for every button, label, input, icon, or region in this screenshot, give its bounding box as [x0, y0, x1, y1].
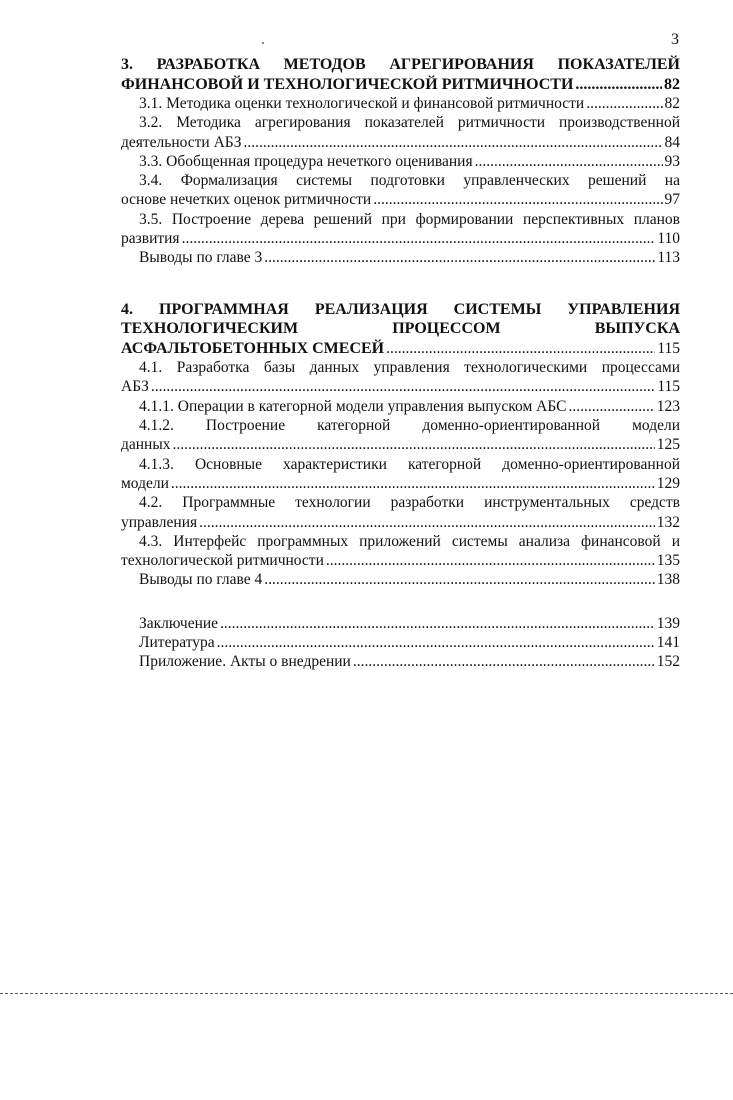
toc-entry-text-cont: модели	[121, 474, 169, 492]
chapter-3-title-text: ФИНАНСОВОЙ И ТЕХНОЛОГИЧЕСКОЙ РИТМИЧНОСТИ	[121, 75, 574, 93]
toc-entry-page: 125	[656, 436, 680, 454]
dot-leader	[217, 633, 655, 652]
toc-entry-page: 139	[656, 614, 680, 632]
toc-entry-page: 129	[656, 474, 680, 492]
toc-entry-page: 123	[656, 397, 680, 415]
toc-entry-4-1-1	[121, 397, 680, 416]
toc-entry-page: 115	[657, 378, 680, 396]
toc-entry-text: 3.2. Методика агрегирования показателей ритмичности производственной	[139, 114, 680, 132]
chapter-4-title-line2: ТЕХНОЛОГИЧЕСКИМ ПРОЦЕССОМ ВЫПУСКА	[121, 320, 680, 338]
toc-entry-page: 113	[657, 249, 680, 267]
toc-entry-continuation	[121, 551, 680, 570]
toc-entry-text: Заключение	[139, 614, 219, 632]
dot-leader	[264, 570, 654, 589]
dot-leader	[243, 133, 662, 152]
toc-entry-3-1	[121, 94, 680, 113]
toc-entry-conclusions-4	[121, 570, 680, 589]
toc-entry-text-cont: управления	[121, 513, 198, 531]
dot-leader	[264, 248, 655, 267]
chapter-4-title-line3	[121, 339, 680, 359]
toc-entry-continuation	[121, 513, 680, 532]
dot-leader	[173, 435, 655, 454]
chapter-3-title-line1: 3. РАЗРАБОТКА МЕТОДОВ АГРЕГИРОВАНИЯ ПОКАЗАТЕЛЕЙ	[121, 56, 680, 73]
toc-entry-text-cont: деятельности АБЗ	[121, 133, 242, 151]
section-gap	[121, 590, 680, 614]
toc-entry-conclusions-3	[121, 248, 680, 267]
dot-leader	[353, 652, 655, 671]
toc-entry-4-3	[121, 532, 680, 571]
dot-leader	[568, 397, 654, 416]
dot-leader	[386, 339, 655, 358]
toc-entry-4-2	[121, 493, 680, 532]
chapter-4-heading	[121, 300, 680, 359]
chapter-4-title-text: АСФАЛЬТОБЕТОННЫХ СМЕСЕЙ	[121, 339, 385, 357]
toc-entry-page: 141	[656, 634, 680, 652]
toc-entry-text-cont: основе нечетких оценок ритмичности	[121, 191, 372, 209]
toc-entry-continuation	[121, 229, 680, 248]
toc-entry-4-1-2	[121, 416, 680, 455]
toc-entry-text: 3.3. Обобщенная процедура нечеткого оценивания	[139, 152, 473, 170]
toc-entry-appendix	[121, 652, 680, 671]
toc-entry-text: 4.3. Интерфейс программных приложений системы анализа финансовой и	[139, 532, 680, 550]
toc-entry-text: 4.2. Программные технологии разработки инструментальных средств	[139, 494, 680, 512]
dot-leader	[475, 152, 663, 171]
toc-entry-text-cont: данных	[121, 436, 171, 454]
section-gap	[121, 268, 680, 300]
dot-leader	[182, 229, 656, 248]
toc-entry-3-5	[121, 210, 680, 249]
chapter-3-heading	[121, 55, 680, 94]
toc-entry-3-3	[121, 152, 680, 171]
toc-entry-3-2	[121, 113, 680, 152]
toc-entry-continuation	[121, 133, 680, 152]
toc-entry-continuation	[121, 435, 680, 454]
toc-entry-text-cont: АБЗ	[121, 378, 149, 396]
toc-entry-page: 84	[664, 133, 680, 151]
toc-entry-continuation	[121, 190, 680, 209]
chapter-3-title-line2	[121, 75, 680, 95]
dot-leader	[171, 474, 655, 493]
toc-entry-3-4	[121, 171, 680, 210]
toc-entry-4-1	[121, 358, 680, 397]
toc-entry-text: 3.4. Формализация системы подготовки управленческих решений на	[139, 172, 680, 190]
toc-entry-text: 4.1. Разработка базы данных управления технологическими процессами	[139, 359, 680, 377]
toc-entry-text: Приложение. Акты о внедрении	[139, 653, 351, 671]
toc-entry-references	[121, 633, 680, 652]
page-number: 3	[671, 31, 679, 48]
toc-entry-text: 3.1. Методика оценки технологической и финансовой ритмичности	[139, 95, 585, 112]
toc-entry-text: 4.1.1. Операции в категорной модели управления выпуском АБС	[139, 397, 567, 415]
toc-entry-page: 82	[664, 95, 680, 112]
toc-entry-text: Выводы по главе 4	[139, 571, 263, 589]
dot-leader	[575, 75, 662, 95]
toc-entry-page: 138	[656, 571, 680, 589]
scan-artifact-line	[0, 993, 733, 994]
table-of-contents	[121, 55, 680, 672]
toc-entry-text: 4.1.3. Основные характеристики категорной доменно-ориентированной	[139, 455, 680, 473]
toc-entry-continuation	[121, 377, 680, 396]
toc-entry-text: 4.1.2. Построение категорной доменно-ориентированной модели	[139, 417, 680, 435]
dot-leader	[199, 513, 655, 532]
dot-leader	[586, 94, 662, 113]
toc-entry-text-cont: технологической ритмичности	[121, 552, 324, 570]
chapter-3-page: 82	[664, 75, 680, 93]
toc-entry-text: 3.5. Построение дерева решений при формировании перспективных планов	[139, 210, 680, 228]
toc-entry-page: 93	[664, 152, 680, 170]
toc-entry-page: 110	[657, 230, 680, 248]
toc-entry-4-1-3	[121, 455, 680, 494]
toc-entry-text: Литература	[139, 634, 215, 652]
toc-entry-text: Выводы по главе 3	[139, 249, 263, 267]
toc-entry-page: 97	[664, 191, 680, 209]
scan-speck	[262, 42, 264, 44]
dot-leader	[151, 377, 655, 396]
toc-entry-continuation	[121, 474, 680, 493]
toc-entry-page: 152	[656, 653, 680, 671]
toc-entry-text-cont: развития	[121, 230, 180, 248]
toc-entry-page: 135	[656, 552, 680, 570]
toc-entry-conclusion	[121, 614, 680, 633]
chapter-4-title-line1: 4. ПРОГРАММНАЯ РЕАЛИЗАЦИЯ СИСТЕМЫ УПРАВЛЕНИЯ	[121, 300, 680, 318]
dot-leader	[220, 614, 655, 633]
chapter-4-page: 115	[657, 339, 680, 357]
dot-leader	[326, 551, 655, 570]
dot-leader	[373, 190, 662, 209]
toc-entry-page: 132	[656, 513, 680, 531]
